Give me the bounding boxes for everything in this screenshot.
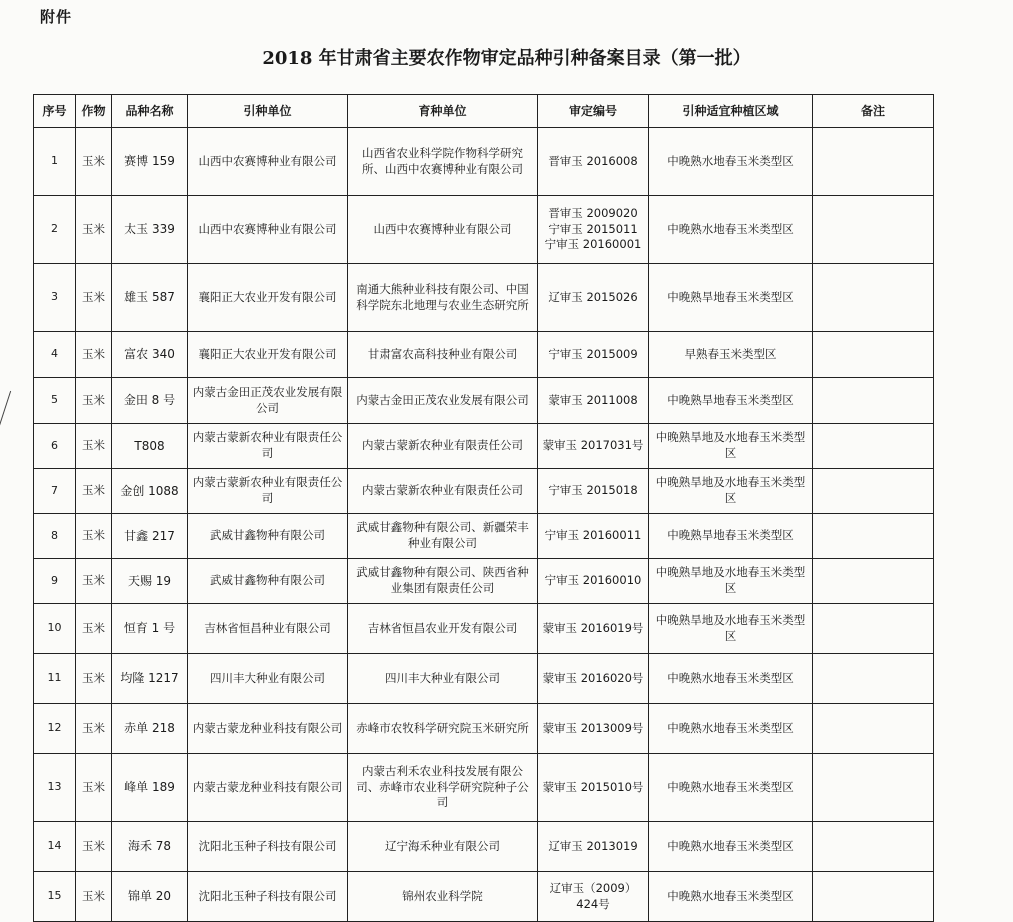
- table-row: [34, 604, 934, 654]
- cell-no: 9: [34, 559, 76, 604]
- cell-variety: 金田 8 号: [112, 378, 188, 424]
- cell-crop: 玉米: [76, 332, 112, 378]
- cell-crop: 玉米: [76, 514, 112, 559]
- cell-no: 5: [34, 378, 76, 424]
- cell-approval-code: 宁审玉 20160010: [538, 559, 649, 604]
- cell-intro-unit: 内蒙古蒙新农种业有限责任公司: [188, 469, 348, 514]
- header-row: [34, 95, 934, 128]
- cell-no: 11: [34, 654, 76, 704]
- cell-crop: 玉米: [76, 704, 112, 754]
- cell-breeder: 内蒙古蒙新农种业有限责任公司: [348, 424, 538, 469]
- cell-intro-unit: 沈阳北玉种子科技有限公司: [188, 822, 348, 872]
- cell-intro-unit: 山西中农赛博种业有限公司: [188, 128, 348, 196]
- cell-note: [813, 264, 934, 332]
- attachment-label: 附件: [40, 8, 73, 26]
- cell-intro-unit: 四川丰大种业有限公司: [188, 654, 348, 704]
- cell-approval-code: 蒙审玉 2016019号: [538, 604, 649, 654]
- cell-no: 8: [34, 514, 76, 559]
- cell-crop: 玉米: [76, 264, 112, 332]
- cell-note: [813, 704, 934, 754]
- cell-note: [813, 378, 934, 424]
- cell-note: [813, 654, 934, 704]
- cell-region: 中晚熟水地春玉米类型区: [649, 704, 813, 754]
- cell-region: 中晚熟旱地春玉米类型区: [649, 378, 813, 424]
- cell-note: [813, 604, 934, 654]
- cell-approval-code: 蒙审玉 2013009号: [538, 704, 649, 754]
- cell-approval-code: 晋审玉 2016008: [538, 128, 649, 196]
- cell-crop: 玉米: [76, 604, 112, 654]
- cell-no: 4: [34, 332, 76, 378]
- table-row: [34, 196, 934, 264]
- cell-breeder: 赤峰市农牧科学研究院玉米研究所: [348, 704, 538, 754]
- cell-region: 中晚熟旱地春玉米类型区: [649, 514, 813, 559]
- cell-breeder: 锦州农业科学院: [348, 872, 538, 922]
- cell-region: 中晚熟水地春玉米类型区: [649, 754, 813, 822]
- cell-variety: 甘鑫 217: [112, 514, 188, 559]
- cell-approval-code: 辽审玉 2015026: [538, 264, 649, 332]
- cell-region: 中晚熟旱地及水地春玉米类型区: [649, 424, 813, 469]
- table-row: [34, 514, 934, 559]
- cell-variety: 金创 1088: [112, 469, 188, 514]
- cell-note: [813, 424, 934, 469]
- cell-breeder: 甘肃富农高科技种业有限公司: [348, 332, 538, 378]
- header-variety: 品种名称: [112, 95, 188, 128]
- cell-no: 10: [34, 604, 76, 654]
- cell-no: 13: [34, 754, 76, 822]
- cell-region: 中晚熟水地春玉米类型区: [649, 196, 813, 264]
- cell-intro-unit: 内蒙古蒙龙种业科技有限公司: [188, 754, 348, 822]
- table-row: [34, 822, 934, 872]
- cell-region: 中晚熟水地春玉米类型区: [649, 654, 813, 704]
- cell-no: 2: [34, 196, 76, 264]
- cell-variety: 赤单 218: [112, 704, 188, 754]
- cell-intro-unit: 吉林省恒昌种业有限公司: [188, 604, 348, 654]
- table-row: [34, 754, 934, 822]
- cell-no: 1: [34, 128, 76, 196]
- cell-region: 早熟春玉米类型区: [649, 332, 813, 378]
- cell-crop: 玉米: [76, 424, 112, 469]
- cell-variety: 富农 340: [112, 332, 188, 378]
- cell-variety: 海禾 78: [112, 822, 188, 872]
- cell-approval-code: 宁审玉 2015009: [538, 332, 649, 378]
- cell-no: 14: [34, 822, 76, 872]
- cell-breeder: 武威甘鑫物种有限公司、陕西省种业集团有限责任公司: [348, 559, 538, 604]
- cell-intro-unit: 山西中农赛博种业有限公司: [188, 196, 348, 264]
- cell-variety: 太玉 339: [112, 196, 188, 264]
- cell-breeder: 内蒙古利禾农业科技发展有限公司、赤峰市农业科学研究院种子公司: [348, 754, 538, 822]
- table-row: [34, 424, 934, 469]
- header-intro-unit: 引种单位: [188, 95, 348, 128]
- cell-approval-code: 宁审玉 20160011: [538, 514, 649, 559]
- cell-note: [813, 754, 934, 822]
- cell-breeder: 内蒙古金田正茂农业发展有限公司: [348, 378, 538, 424]
- cell-approval-code: 蒙审玉 2017031号: [538, 424, 649, 469]
- cell-intro-unit: 襄阳正大农业开发有限公司: [188, 264, 348, 332]
- cell-region: 中晚熟旱地及水地春玉米类型区: [649, 559, 813, 604]
- cell-region: 中晚熟水地春玉米类型区: [649, 128, 813, 196]
- cell-note: [813, 559, 934, 604]
- cell-approval-code: 蒙审玉 2011008: [538, 378, 649, 424]
- table-row: [34, 559, 934, 604]
- cell-note: [813, 469, 934, 514]
- cell-intro-unit: 内蒙古蒙新农种业有限责任公司: [188, 424, 348, 469]
- cell-variety: 均隆 1217: [112, 654, 188, 704]
- header-note: 备注: [813, 95, 934, 128]
- cell-intro-unit: 襄阳正大农业开发有限公司: [188, 332, 348, 378]
- header-no: 序号: [34, 95, 76, 128]
- document-title: 2018 年甘肃省主要农作物审定品种引种备案目录（第一批）: [262, 48, 751, 69]
- cell-crop: 玉米: [76, 559, 112, 604]
- cell-approval-code: 晋审玉 2009020 宁审玉 2015011 宁审玉 20160001: [538, 196, 649, 264]
- cell-region: 中晚熟旱地春玉米类型区: [649, 264, 813, 332]
- table-row: [34, 332, 934, 378]
- cell-region: 中晚熟旱地及水地春玉米类型区: [649, 604, 813, 654]
- table-row: [34, 469, 934, 514]
- table-row: [34, 872, 934, 922]
- cell-crop: 玉米: [76, 822, 112, 872]
- cell-variety: T808: [112, 424, 188, 469]
- cell-crop: 玉米: [76, 654, 112, 704]
- cell-breeder: 辽宁海禾种业有限公司: [348, 822, 538, 872]
- cell-variety: 峰单 189: [112, 754, 188, 822]
- cell-crop: 玉米: [76, 196, 112, 264]
- cell-no: 12: [34, 704, 76, 754]
- cell-variety: 锦单 20: [112, 872, 188, 922]
- cell-intro-unit: 内蒙古金田正茂农业发展有限公司: [188, 378, 348, 424]
- cell-note: [813, 196, 934, 264]
- cell-note: [813, 332, 934, 378]
- cell-breeder: 南通大熊种业科技有限公司、中国科学院东北地理与农业生态研究所: [348, 264, 538, 332]
- cell-no: 15: [34, 872, 76, 922]
- cell-intro-unit: 内蒙古蒙龙种业科技有限公司: [188, 704, 348, 754]
- header-region: 引种适宜种植区域: [649, 95, 813, 128]
- stray-pen-mark: [0, 391, 11, 429]
- cell-intro-unit: 沈阳北玉种子科技有限公司: [188, 872, 348, 922]
- cell-region: 中晚熟水地春玉米类型区: [649, 822, 813, 872]
- table-row: [34, 128, 934, 196]
- cell-breeder: 武威甘鑫物种有限公司、新疆荣丰种业有限公司: [348, 514, 538, 559]
- table-row: [34, 704, 934, 754]
- cell-note: [813, 822, 934, 872]
- cell-breeder: 内蒙古蒙新农种业有限责任公司: [348, 469, 538, 514]
- header-breeder: 育种单位: [348, 95, 538, 128]
- cell-intro-unit: 武威甘鑫物种有限公司: [188, 559, 348, 604]
- cell-variety: 雄玉 587: [112, 264, 188, 332]
- cell-crop: 玉米: [76, 378, 112, 424]
- cell-no: 7: [34, 469, 76, 514]
- cell-region: 中晚熟旱地及水地春玉米类型区: [649, 469, 813, 514]
- cell-breeder: 山西省农业科学院作物科学研究所、山西中农赛博种业有限公司: [348, 128, 538, 196]
- table-row: [34, 378, 934, 424]
- cell-crop: 玉米: [76, 754, 112, 822]
- table-row: [34, 264, 934, 332]
- cell-no: 6: [34, 424, 76, 469]
- cell-approval-code: 辽审玉 2013019: [538, 822, 649, 872]
- cell-variety: 天赐 19: [112, 559, 188, 604]
- variety-catalog-table: [33, 94, 934, 922]
- cell-crop: 玉米: [76, 469, 112, 514]
- header-approval-code: 审定编号: [538, 95, 649, 128]
- cell-note: [813, 128, 934, 196]
- cell-approval-code: 宁审玉 2015018: [538, 469, 649, 514]
- cell-approval-code: 蒙审玉 2016020号: [538, 654, 649, 704]
- header-crop: 作物: [76, 95, 112, 128]
- cell-breeder: 山西中农赛博种业有限公司: [348, 196, 538, 264]
- cell-note: [813, 872, 934, 922]
- cell-crop: 玉米: [76, 128, 112, 196]
- cell-note: [813, 514, 934, 559]
- cell-approval-code: 蒙审玉 2015010号: [538, 754, 649, 822]
- cell-variety: 恒育 1 号: [112, 604, 188, 654]
- cell-crop: 玉米: [76, 872, 112, 922]
- cell-approval-code: 辽审玉（2009）424号: [538, 872, 649, 922]
- cell-breeder: 四川丰大种业有限公司: [348, 654, 538, 704]
- cell-no: 3: [34, 264, 76, 332]
- table-row: [34, 654, 934, 704]
- cell-region: 中晚熟水地春玉米类型区: [649, 872, 813, 922]
- cell-intro-unit: 武威甘鑫物种有限公司: [188, 514, 348, 559]
- cell-breeder: 吉林省恒昌农业开发有限公司: [348, 604, 538, 654]
- cell-variety: 赛博 159: [112, 128, 188, 196]
